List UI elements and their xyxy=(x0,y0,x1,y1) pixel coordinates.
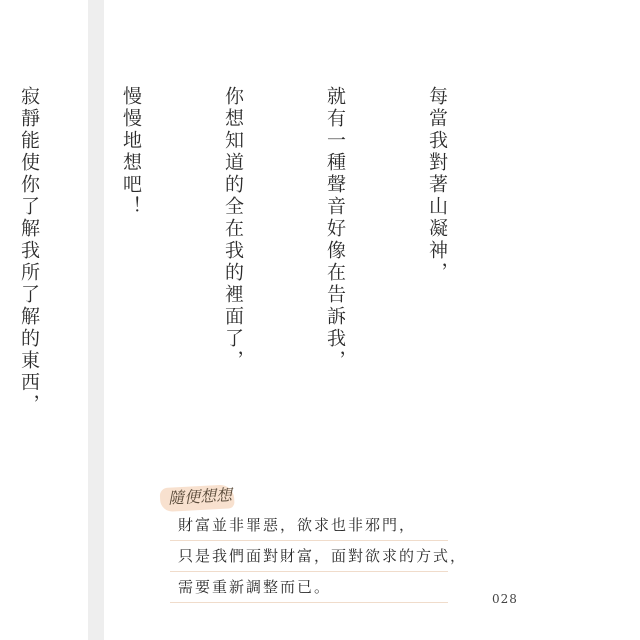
note-line: 需要重新調整而已。 xyxy=(170,572,448,603)
poem-line: 慢慢地想吧！ xyxy=(120,86,142,218)
poem-line: 就有一種聲音好像在告訴我， xyxy=(324,86,346,372)
note-block xyxy=(170,510,468,603)
note-title-badge: 隨便想想 xyxy=(159,480,240,512)
note-line: 只是我們面對財富，面對欲求的方式， xyxy=(170,541,448,572)
poem-line: 你想知道的全在我的裡面了， xyxy=(222,86,244,372)
poem-line: 寂靜能使你了解我所了解的東西， xyxy=(18,86,40,416)
vertical-poem xyxy=(0,86,522,451)
poem-line: 每當我對著山凝神， xyxy=(426,86,448,284)
page-number: 028 xyxy=(492,592,518,606)
note-line: 財富並非罪惡，欲求也非邪門， xyxy=(170,510,448,541)
